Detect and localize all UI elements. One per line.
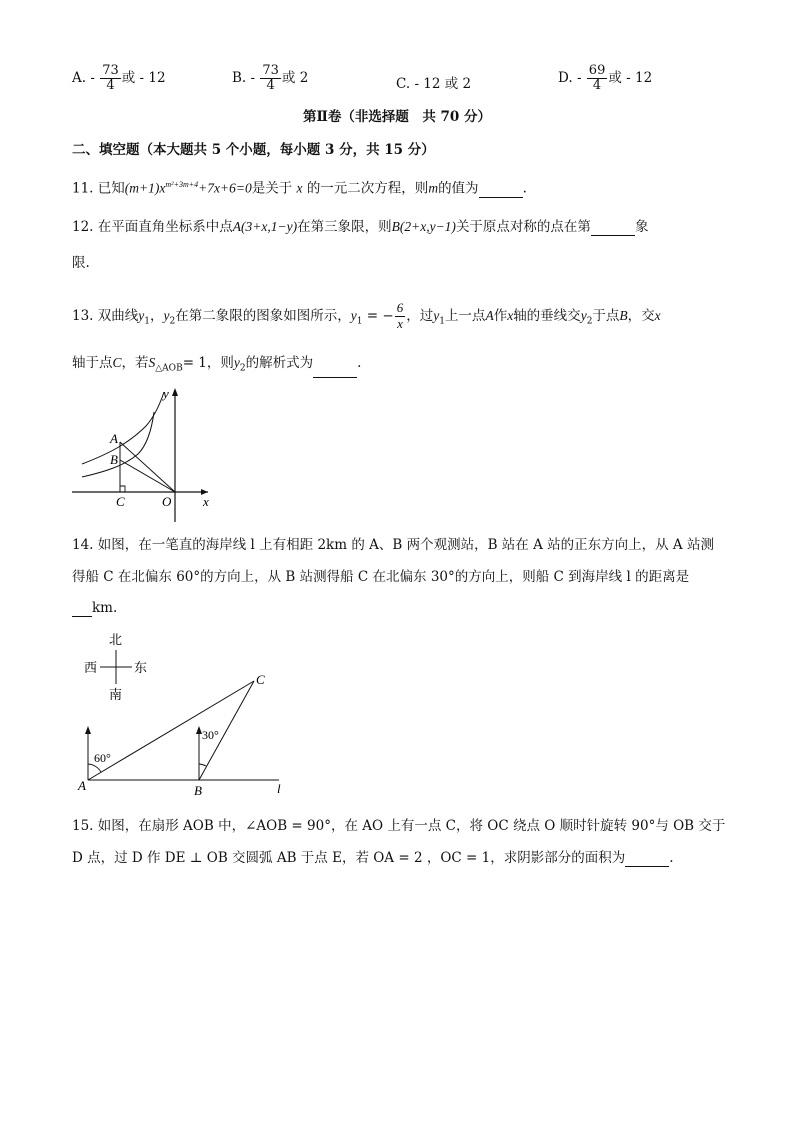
- fraction: $\frac{73}{4}$: [102, 63, 119, 93]
- question-15-line1: 15. 如图，在扇形 AOB 中，∠AOB = 90°，在 AO 上有一点 C，将 OC 绕点 O 顺时针旋转 90°与 OB 交于: [72, 818, 726, 834]
- angle-30-label: 30°: [202, 728, 219, 742]
- segment-AO: [120, 442, 175, 492]
- x-label: x: [203, 494, 209, 509]
- figure-14-coast: [74, 626, 289, 801]
- curve-y1: [82, 392, 164, 464]
- part2-title: 第Ⅱ卷（非选择题 共 70 分）: [302, 109, 492, 125]
- choice-a: A. - $\frac{73}{4}$ 或 - 12: [72, 63, 166, 93]
- fraction: $\frac{6}{x}$: [396, 300, 404, 331]
- answer-blank[interactable]: [591, 221, 635, 236]
- question-11: 11. 已知$(m+1)x^{m^2+3m+4}+7x+6=0$是关于 x 的一元二次方程，则m的值为 .: [72, 180, 527, 197]
- compass-north: 北: [109, 633, 123, 648]
- question-13-line2: 轴于点C，若$S_{\triangle AOB}= 1$，则$y_2$的解析式为 .: [72, 354, 361, 378]
- point-b-label: B: [194, 783, 202, 798]
- point-a-label: A: [110, 431, 118, 446]
- compass-south: 南: [109, 688, 123, 703]
- angle-arc-a: [88, 764, 101, 772]
- point-c-label: C: [116, 494, 125, 509]
- question-12-line2: 限.: [72, 255, 90, 271]
- line-l-label: l: [277, 781, 281, 796]
- angle-60-label: 60°: [94, 751, 111, 765]
- angle-arc-b: [199, 764, 206, 766]
- answer-blank[interactable]: [313, 363, 357, 378]
- section-title: 二、填空题（本大题共 5 个小题，每小题 3 分，共 15 分）: [72, 142, 435, 158]
- compass-west: 西: [84, 661, 98, 676]
- choice-c: C. - 12 或 2: [396, 76, 472, 92]
- fraction: $\frac{73}{4}$: [262, 63, 279, 93]
- question-12: 12. 在平面直角坐标系中点A(3+x,1−y)在第三象限，则B(2+x,y−1)关于原点对称的点在第 象: [72, 219, 649, 235]
- origin-label: O: [162, 494, 172, 509]
- question-14-line3: km.: [72, 599, 117, 617]
- answer-blank[interactable]: [479, 183, 523, 198]
- y-label: y: [163, 386, 169, 401]
- point-a-label: A: [78, 778, 86, 793]
- question-14-line2: 得船 C 在北偏东 60°的方向上，从 B 站测得船 C 在北偏东 30°的方向上，则船 C 到海岸线 l 的距离是: [72, 569, 690, 585]
- choice-b: B. - $\frac{73}{4}$ 或 2: [232, 63, 309, 93]
- choice-d: D. - $\frac{69}{4}$ 或 - 12: [558, 63, 653, 93]
- question-15-line2: D 点，过 D 作 DE ⊥ OB 交圆弧 AB 于点 E，若 OA = 2 ，OC = 1，求阴影部分的面积为 .: [72, 850, 674, 866]
- answer-blank[interactable]: [72, 602, 92, 617]
- question-14-line1: 14. 如图，在一笔直的海岸线 l 上有相距 2km 的 A、B 两个观测站，B 站在 A 站的正东方向上，从 A 站测: [72, 537, 714, 553]
- compass-east: 东: [134, 661, 148, 676]
- y-axis-arrow: [172, 388, 178, 396]
- north-arrowhead-a: [85, 726, 91, 734]
- right-angle-mark: [120, 486, 125, 492]
- question-13: 13. 双曲线$y_1$，$y_2$在第二象限的图象如图所示，$y_1$ = − $\frac{6}{x}$ ，过$y_1$上一点A作x轴的垂线交$y_2$于点B，交x: [72, 300, 661, 331]
- fraction: $\frac{69}{4}$: [588, 63, 606, 93]
- point-c-label: C: [256, 672, 265, 687]
- answer-blank[interactable]: [625, 852, 669, 867]
- point-b-label: B: [110, 452, 118, 467]
- segment-BO: [120, 460, 175, 492]
- figure-13-hyperbola: [68, 382, 218, 527]
- curve-y2: [82, 412, 154, 477]
